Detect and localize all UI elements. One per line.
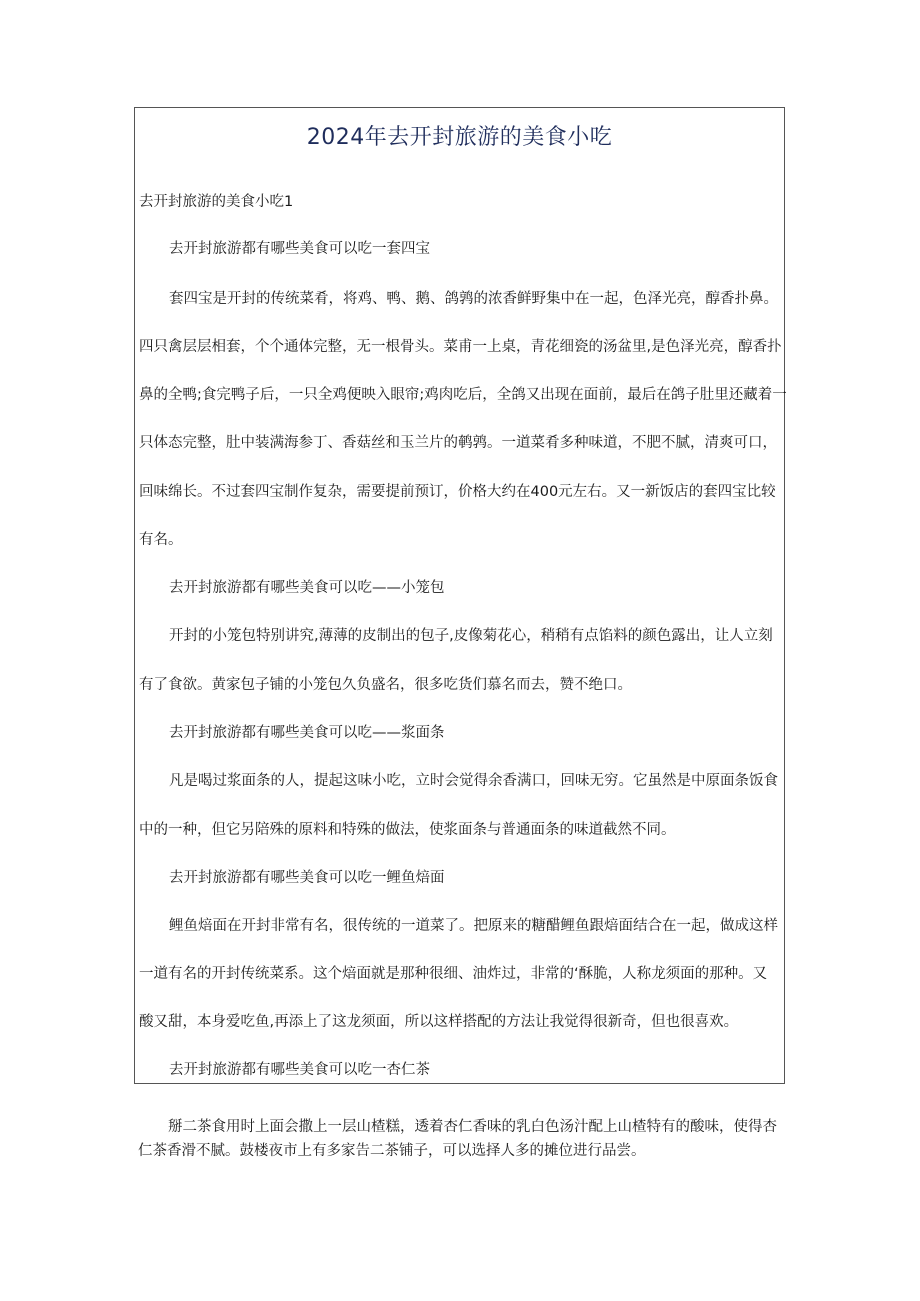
paragraph-line: 套四宝是开封的传统菜肴，将鸡、鸭、鹅、鸽鹑的浓香鲜野集中在一起，色泽光亮，醇香扑鼻。 [169, 291, 778, 307]
paragraph-line: 四只禽层层相套，个个通体完整，无一根骨头。菜甫一上桌，青花细瓷的汤盆里,是色泽光亮，醇香扑 [139, 339, 782, 355]
paragraph-line: 鼻的全鸭;食完鸭子后，一只全鸡便映入眼帘;鸡肉吃后，全鸽又出现在面前，最后在鸽子肚里还藏着一 [139, 387, 787, 403]
paragraph-line: 仁茶香滑不腻。鼓楼夜市上有多家告二茶铺子，可以选择人多的摊位进行品尝。 [138, 1143, 646, 1159]
subheading-xingrencha: 去开封旅游都有哪些美食可以吃一杏仁茶 [169, 1062, 430, 1078]
paragraph-line: 有了食欲。黄家包子铺的小笼包久负盛名，很多吃货们慕名而去，赞不绝口。 [139, 677, 632, 693]
paragraph-line: 凡是喝过浆面条的人，提起这味小吃，立时会觉得余香满口，回味无穷。它虽然是中原面条饭食 [169, 773, 778, 789]
paragraph-line: 一道有名的开封传统菜系。这个焙面就是那种很细、油炸过，非常的‘酥脆，人称龙须面的那种。又 [139, 966, 768, 982]
subheading-taosibao: 去开封旅游都有哪些美食可以吃一套四宝 [169, 241, 430, 257]
subheading-liyu: 去开封旅游都有哪些美食可以吃一鲤鱼焙面 [169, 870, 445, 886]
paragraph-line: 鲤鱼焙面在开封非常有名，很传统的一道菜了。把原来的糖醋鲤鱼跟焙面结合在一起，做成这样 [169, 918, 778, 934]
paragraph-line: 有名。 [139, 532, 183, 548]
paragraph-line: 掰二茶食用时上面会撒上一层山楂糕，透着杏仁香味的乳白色汤汁配上山楂特有的酸味，使得杏 [168, 1119, 777, 1135]
subheading-jiangmiantiao: 去开封旅游都有哪些美食可以吃——浆面条 [169, 725, 445, 741]
section-heading: 去开封旅游的美食小吃1 [139, 194, 294, 210]
paragraph-line: 酸又甜，本身爱吃鱼,再添上了这龙须面，所以这样搭配的方法让我觉得很新奇，但也很喜欢。 [139, 1014, 739, 1030]
paragraph-line: 只体态完整，肚中装满海参丁、香菇丝和玉兰片的鹌鹑。一道菜肴多种味道，不肥不腻，清爽可口， [139, 435, 777, 451]
page-title: 2024年去开封旅游的美食小吃 [306, 125, 613, 150]
paragraph-line: 回味绵长。不过套四宝制作复杂，需要提前预订，价格大约在400元左右。又一新饭店的套四宝比较 [139, 484, 776, 500]
paragraph-line: 开封的小笼包特别讲究,薄薄的皮制出的包子,皮像菊花心，稍稍有点馅料的颜色露出，让人立刻 [169, 628, 773, 644]
paragraph-line: 中的一种，但它另陪殊的原料和特殊的做法，使浆面条与普通面条的味道截然不同。 [139, 822, 676, 838]
subheading-xiaolongbao: 去开封旅游都有哪些美食可以吃——小笼包 [169, 580, 445, 596]
document-frame [134, 107, 785, 1084]
